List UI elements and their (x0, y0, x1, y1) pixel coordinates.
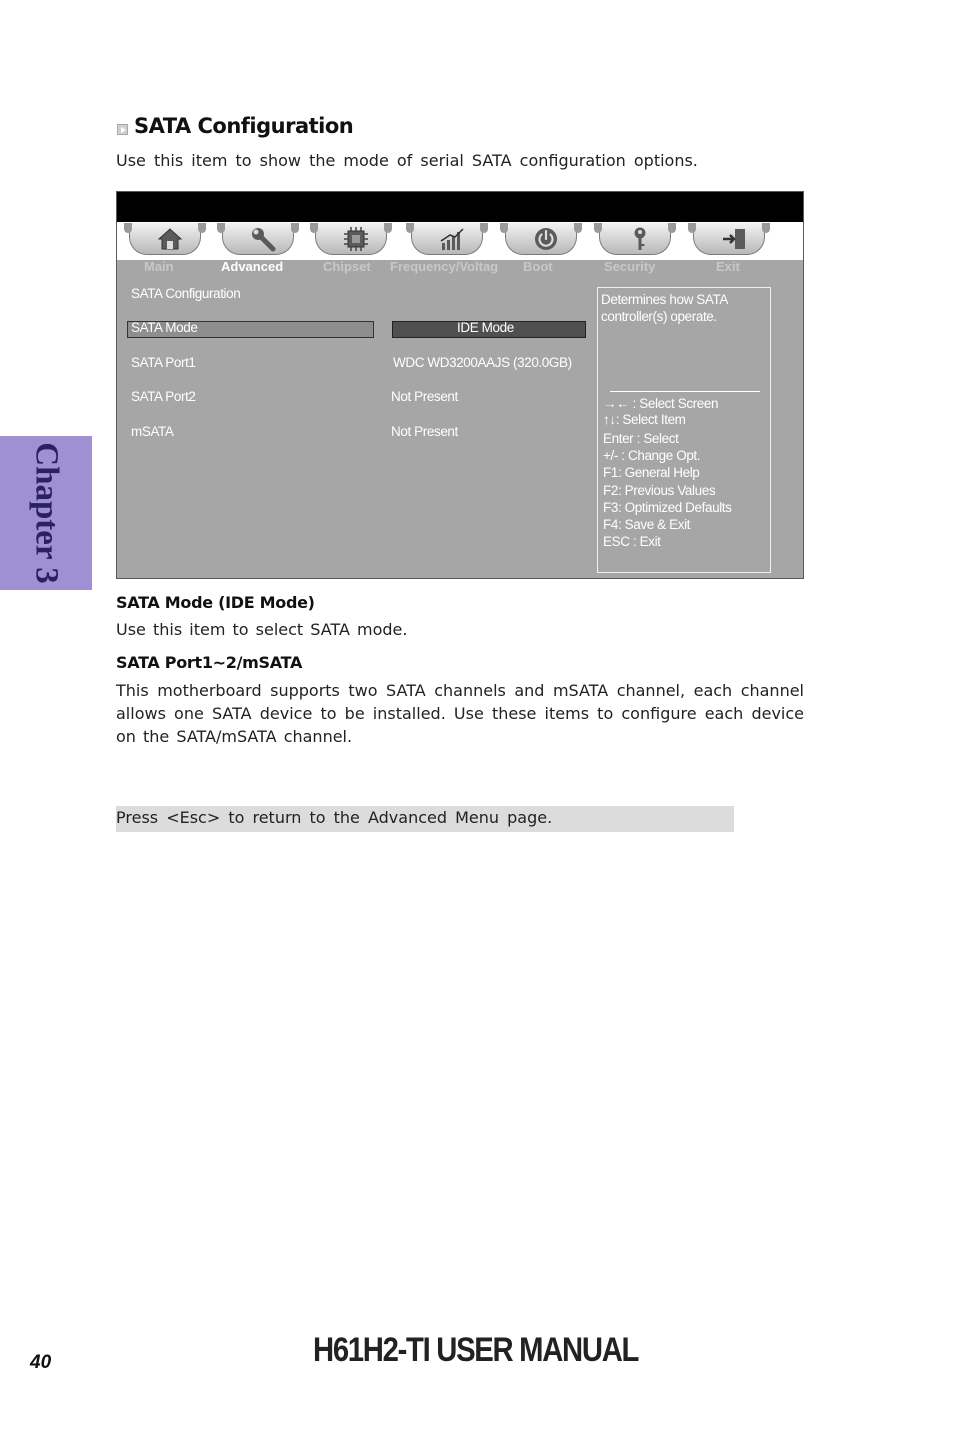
help-description-line: controller(s) operate. (601, 309, 717, 324)
help-key-f3: F3: Optimized Defaults (603, 500, 732, 515)
sata-port2-value: Not Present (391, 389, 458, 404)
bios-tab-exit[interactable] (689, 223, 769, 257)
key-icon (626, 225, 654, 253)
sata-port1-label[interactable]: SATA Port1 (131, 355, 196, 370)
bios-tab-security[interactable] (595, 223, 675, 257)
bios-tab-label-advanced: Advanced (221, 259, 284, 274)
section-intro: Use this item to show the mode of serial SATA configuration options. (116, 151, 698, 170)
bios-tab-chipset[interactable] (311, 223, 391, 257)
help-key-enter: Enter : Select (603, 431, 679, 446)
bios-title-bar (117, 192, 804, 222)
item-heading-sata-ports: SATA Port1~2/mSATA (116, 653, 303, 672)
power-icon (532, 225, 560, 253)
bios-page-heading: SATA Configuration (131, 286, 241, 301)
help-key-select-screen: →← : Select Screen (603, 396, 719, 411)
bios-tab-main[interactable] (125, 223, 205, 257)
help-key-f1: F1: General Help (603, 465, 700, 480)
esc-note-text: Press <Esc> to return to the Advanced Menu page. (116, 808, 553, 827)
item-text-sata-ports: This motherboard supports two SATA channels and mSATA channel, each channel allows one SATA device to be installed. Use these items to configure each device on the SATA/mSATA channel. (116, 681, 804, 746)
help-description-line: Determines how SATA (601, 292, 728, 307)
item-heading-sata-mode: SATA Mode (IDE Mode) (116, 593, 315, 612)
help-key-f2: F2: Previous Values (603, 483, 716, 498)
wrench-icon (249, 225, 277, 253)
bios-tab-label-boot: Boot (523, 259, 553, 274)
section-bullet-icon (117, 124, 128, 135)
bios-tab-frequency[interactable] (407, 223, 487, 257)
bios-tab-label-exit: Exit (716, 259, 740, 274)
sata-port1-value: WDC WD3200AAJS (320.0GB) (393, 355, 572, 370)
help-divider (610, 391, 760, 392)
manual-title: H61H2-TI USER MANUAL (313, 1331, 639, 1369)
msata-value: Not Present (391, 424, 458, 439)
help-key-change-opt: +/- : Change Opt. (603, 448, 701, 463)
item-text-sata-mode: Use this item to select SATA mode. (116, 620, 408, 639)
sata-mode-label: SATA Mode (131, 320, 198, 335)
exit-icon (720, 225, 748, 253)
sata-port2-label[interactable]: SATA Port2 (131, 389, 196, 404)
help-key-select-item: ↑↓: Select Item (603, 412, 686, 427)
home-icon (156, 225, 184, 253)
chip-icon (342, 225, 370, 253)
bios-tab-boot[interactable] (501, 223, 581, 257)
bios-tab-label-main: Main (144, 259, 174, 274)
bios-screenshot (116, 191, 804, 579)
esc-note (116, 806, 734, 832)
bios-help-panel (597, 287, 771, 573)
help-key-esc: ESC : Exit (603, 534, 661, 549)
bios-tab-label-chipset: Chipset (323, 259, 371, 274)
bios-tab-label-frequency: Frequency/Voltag (390, 259, 499, 274)
bios-tab-advanced[interactable] (218, 223, 298, 257)
sata-mode-value: IDE Mode (457, 320, 514, 335)
chapter-tab-label: Chapter 3 (28, 442, 65, 584)
chapter-tab (0, 436, 92, 590)
help-key-f4: F4: Save & Exit (603, 517, 691, 532)
bios-tab-label-security: Security (604, 259, 656, 274)
chart-icon (438, 225, 466, 253)
msata-label[interactable]: mSATA (131, 424, 174, 439)
page-number: 40 (30, 1352, 52, 1373)
section-title: SATA Configuration (134, 114, 354, 138)
